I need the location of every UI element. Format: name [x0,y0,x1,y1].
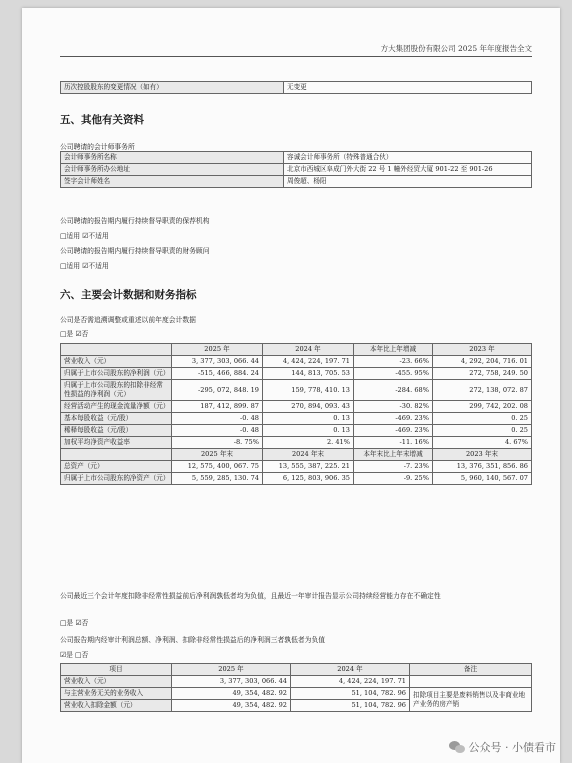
table-header-row: 项目 2025 年 2024 年 备注 [61,664,532,676]
table-row: 与主营业务无关的业务收入 49, 354, 482. 92 51, 104, 782. 96 扣除项目主要是废料销售以及非商业地产业务的房产销 [61,688,532,700]
table-row: 基本每股收益（元/股） -0. 48 0. 13 -469. 23% 0. 25 [61,413,532,425]
wechat-icon [449,741,465,754]
audit-firm-row: 会计师事务所办公地址 北京市西城区阜成门外大街 22 号 1 幢外经贸大厦 901-22 至 901-26 [61,164,532,176]
controller-change-label: 历次控股股东的变更情况（如有） [61,82,284,94]
remark-cell: 扣除项目主要是废料销售以及非商业地产业务的房产销 [410,688,532,712]
table-row: 营业收入（元） 3, 377, 303, 066. 44 4, 424, 224, 197. 71 [61,676,532,688]
table-row: 营业收入扣除金额（元） 49, 354, 482. 92 51, 104, 782. 96 [61,700,532,712]
going-concern-question: 公司最近三个会计年度扣除非经常性损益前后净利润孰低者均为负值，且最近一年审计报告显示公司持续经营能力存在不确定性 [60,592,441,600]
audit-firm-row: 签字会计师姓名 周俊超、杨阳 [61,176,532,188]
controller-change-table [60,81,532,94]
running-header: 方大集团股份有限公司 2025 年年度报告全文 [380,44,532,53]
table-row: 归属于上市公司股东的净资产（元） 5, 559, 285, 130. 74 6, 125, 803, 906. 35 -9. 25% 5, 960, 140, 567. 07 [61,473,532,485]
deduct-question: 公司报告期内经审计利润总额、净利润、扣除非经常性损益后的净利润三者孰低者为负值 [60,636,326,644]
table-row: 稀释每股收益（元/股） -0. 48 0. 13 -469. 23% 0. 25 [61,425,532,437]
table-row: 总资产（元） 12, 575, 400, 067. 75 13, 555, 387, 225. 21 -7. 23% 13, 376, 351, 856. 86 [61,461,532,473]
table-row: 加权平均净资产收益率 -8. 75% 2. 41% -11. 16% 4. 67% [61,437,532,449]
section5-title: 五、其他有关资料 [60,114,144,126]
section6-title: 六、主要会计数据和财务指标 [60,289,197,301]
table-header-row: 2025 年 2024 年 本年比上年增减 2023 年 [61,344,532,356]
table-row: 归属于上市公司股东的净利润（元） -515, 466, 884. 24 144, 813, 705. 53 -455. 95% 272, 758, 249. 50 [61,368,532,380]
watermark-text: 公众号 · 小债看市 [468,741,556,754]
deduct-choice: ☑是 □否 [60,651,89,659]
revenue-deduction-table [60,663,532,712]
restate-question: 公司是否需追溯调整或重述以前年度会计数据 [60,316,196,324]
sponsor-choice: □适用 ☑不适用 [60,232,109,240]
table-row: 经营活动产生的现金流量净额（元） 187, 412, 899. 87 270, 894, 093. 43 -30. 82% 299, 742, 202. 08 [61,401,532,413]
key-financials-table [60,343,532,485]
restate-choice: □是 ☑否 [60,330,89,338]
header-rule [60,56,532,57]
table-row: 归属于上市公司股东的扣除非经常性损益的净利润（元） -295, 072, 848. 19 159, 778, 410. 13 -284. 68% 272, 138, 072. 87 [61,380,532,401]
table-row: 营业收入（元） 3, 377, 303, 066. 44 4, 424, 224, 197. 71 -23. 66% 4, 292, 204, 716. 01 [61,356,532,368]
wechat-watermark [449,739,557,755]
audit-firm-row: 会计师事务所名称 容诚会计师事务所（特殊普通合伙） [61,152,532,164]
sponsor-text: 公司聘请的报告期内履行持续督导职责的保荐机构 [60,217,210,225]
firm-intro: 公司聘请的会计师事务所 [60,143,135,151]
table-header-row: 2025 年末 2024 年末 本年末比上年末增减 2023 年末 [61,449,532,461]
controller-change-value: 无变更 [284,82,532,94]
audit-firm-table [60,151,532,188]
advisor-choice: □适用 ☑不适用 [60,262,109,270]
advisor-text: 公司聘请的报告期内履行持续督导职责的财务顾问 [60,247,210,255]
document-page [22,8,560,763]
going-concern-choice: □是 ☑否 [60,619,89,627]
